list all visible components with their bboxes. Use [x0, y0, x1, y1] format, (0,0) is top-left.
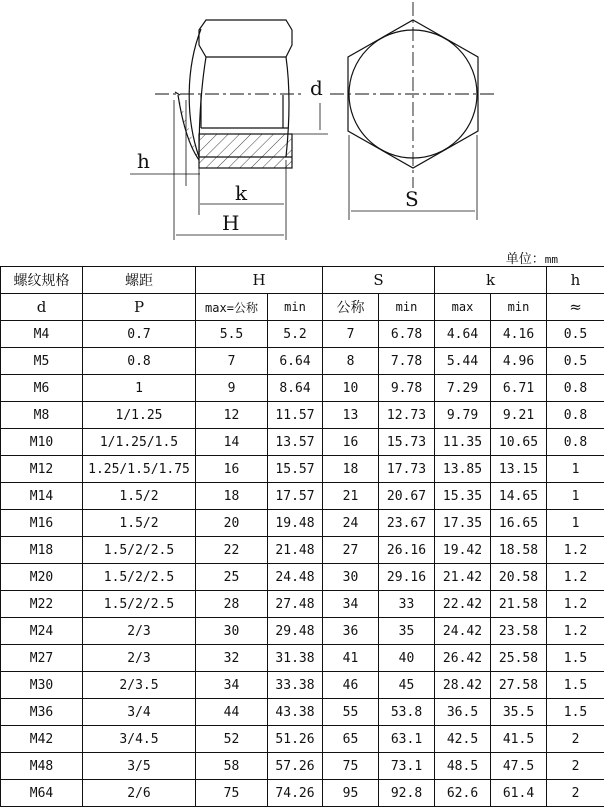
cell-pitch: 1 [83, 375, 196, 402]
table-row [1, 375, 604, 402]
cell-thread-size: M6 [1, 375, 83, 402]
cell-k-max: 4.64 [435, 321, 491, 348]
cell-thread-size: M30 [1, 672, 83, 699]
cell-S-nominal: 55 [323, 699, 379, 726]
cell-h-approx: 0.8 [547, 375, 604, 402]
cell-H-max: 14 [196, 429, 268, 456]
cell-thread-size: M22 [1, 591, 83, 618]
header-pitch: 螺距 [83, 267, 196, 294]
cell-S-nominal: 27 [323, 537, 379, 564]
cell-pitch: 0.8 [83, 348, 196, 375]
cell-k-max: 9.79 [435, 402, 491, 429]
cell-H-max: 25 [196, 564, 268, 591]
cell-k-min: 21.58 [491, 591, 547, 618]
cell-h-approx: 1.2 [547, 618, 604, 645]
unit-label: 单位： [505, 252, 545, 267]
cell-H-max: 16 [196, 456, 268, 483]
header-k-min: min [491, 294, 547, 321]
table-row [1, 429, 604, 456]
cell-thread-size: M64 [1, 780, 83, 807]
cell-k-min: 4.16 [491, 321, 547, 348]
label-k: k [235, 181, 248, 205]
cell-H-min: 21.48 [268, 537, 323, 564]
cell-k-max: 62.6 [435, 780, 491, 807]
cell-pitch: 2/6 [83, 780, 196, 807]
table-row [1, 321, 604, 348]
cell-pitch: 2/3 [83, 645, 196, 672]
cell-k-max: 28.42 [435, 672, 491, 699]
cell-h-approx: 0.8 [547, 429, 604, 456]
cell-k-max: 13.85 [435, 456, 491, 483]
cell-H-max: 12 [196, 402, 268, 429]
cell-S-nominal: 16 [323, 429, 379, 456]
cell-S-nominal: 7 [323, 321, 379, 348]
table-row [1, 591, 604, 618]
cell-S-nominal: 95 [323, 780, 379, 807]
label-h: h [137, 149, 150, 173]
cell-S-min: 9.78 [379, 375, 435, 402]
header-P: P [83, 294, 196, 321]
cell-H-max: 18 [196, 483, 268, 510]
header-S-nominal: 公称 [323, 294, 379, 321]
cell-pitch: 1.5/2 [83, 483, 196, 510]
cell-h-approx: 2 [547, 753, 604, 780]
cell-pitch: 2/3 [83, 618, 196, 645]
cell-S-nominal: 13 [323, 402, 379, 429]
table-row [1, 483, 604, 510]
cap-nut-technical-drawing [0, 0, 604, 250]
cell-S-min: 23.67 [379, 510, 435, 537]
cell-thread-size: M14 [1, 483, 83, 510]
cell-k-max: 24.42 [435, 618, 491, 645]
header-H-max: max=公称 [196, 294, 268, 321]
cell-H-max: 7 [196, 348, 268, 375]
cell-S-min: 40 [379, 645, 435, 672]
cell-k-min: 9.21 [491, 402, 547, 429]
cell-pitch: 1.5/2 [83, 510, 196, 537]
side-view [130, 20, 328, 240]
cell-S-min: 53.8 [379, 699, 435, 726]
cell-S-nominal: 24 [323, 510, 379, 537]
table-row [1, 672, 604, 699]
cell-k-min: 4.96 [491, 348, 547, 375]
cell-pitch: 1/1.25/1.5 [83, 429, 196, 456]
cell-thread-size: M8 [1, 402, 83, 429]
cell-S-min: 92.8 [379, 780, 435, 807]
cell-k-min: 61.4 [491, 780, 547, 807]
cell-H-min: 15.57 [268, 456, 323, 483]
cell-H-min: 6.64 [268, 348, 323, 375]
cell-k-max: 26.42 [435, 645, 491, 672]
cap-nut-dimension-table [0, 266, 604, 807]
cell-h-approx: 1.5 [547, 672, 604, 699]
table-row [1, 348, 604, 375]
cell-H-max: 22 [196, 537, 268, 564]
cell-thread-size: M24 [1, 618, 83, 645]
cell-H-max: 30 [196, 618, 268, 645]
table-row [1, 564, 604, 591]
cell-thread-size: M12 [1, 456, 83, 483]
cell-k-max: 22.42 [435, 591, 491, 618]
cell-H-min: 33.38 [268, 672, 323, 699]
cell-h-approx: 2 [547, 780, 604, 807]
cell-S-min: 63.1 [379, 726, 435, 753]
cell-thread-size: M42 [1, 726, 83, 753]
header-H-min: min [268, 294, 323, 321]
cell-h-approx: 1 [547, 456, 604, 483]
cell-H-max: 44 [196, 699, 268, 726]
header-k-max: max [435, 294, 491, 321]
label-S: S [405, 187, 419, 211]
cell-S-nominal: 65 [323, 726, 379, 753]
cell-k-max: 19.42 [435, 537, 491, 564]
cell-k-max: 42.5 [435, 726, 491, 753]
cell-h-approx: 0.5 [547, 348, 604, 375]
cell-k-min: 25.58 [491, 645, 547, 672]
cell-S-min: 73.1 [379, 753, 435, 780]
cell-H-max: 28 [196, 591, 268, 618]
cell-k-min: 18.58 [491, 537, 547, 564]
cell-pitch: 1.25/1.5/1.75 [83, 456, 196, 483]
cell-H-min: 13.57 [268, 429, 323, 456]
table-row [1, 726, 604, 753]
cell-k-min: 47.5 [491, 753, 547, 780]
cell-k-min: 16.65 [491, 510, 547, 537]
cell-H-max: 58 [196, 753, 268, 780]
cell-S-min: 7.78 [379, 348, 435, 375]
cell-H-max: 9 [196, 375, 268, 402]
label-H: H [222, 211, 240, 235]
cell-h-approx: 0.5 [547, 321, 604, 348]
header-S: S [323, 267, 435, 294]
cell-h-approx: 1.2 [547, 564, 604, 591]
table-row [1, 618, 604, 645]
cell-thread-size: M20 [1, 564, 83, 591]
cell-h-approx: 1.2 [547, 591, 604, 618]
cell-thread-size: M5 [1, 348, 83, 375]
cell-k-min: 41.5 [491, 726, 547, 753]
cell-h-approx: 1.5 [547, 645, 604, 672]
cell-pitch: 1.5/2/2.5 [83, 564, 196, 591]
cell-k-max: 11.35 [435, 429, 491, 456]
cell-thread-size: M48 [1, 753, 83, 780]
cell-H-max: 5.5 [196, 321, 268, 348]
cell-S-min: 15.73 [379, 429, 435, 456]
header-H: H [196, 267, 323, 294]
cell-k-min: 20.58 [491, 564, 547, 591]
cell-k-min: 27.58 [491, 672, 547, 699]
cell-k-max: 7.29 [435, 375, 491, 402]
cell-H-min: 11.57 [268, 402, 323, 429]
cell-H-min: 51.26 [268, 726, 323, 753]
cell-k-min: 6.71 [491, 375, 547, 402]
cell-h-approx: 1.2 [547, 537, 604, 564]
cell-H-min: 74.26 [268, 780, 323, 807]
cell-H-min: 57.26 [268, 753, 323, 780]
cell-S-nominal: 46 [323, 672, 379, 699]
cell-H-max: 75 [196, 780, 268, 807]
cell-S-min: 20.67 [379, 483, 435, 510]
unit-note [506, 248, 558, 267]
cell-S-min: 17.73 [379, 456, 435, 483]
header-S-min: min [379, 294, 435, 321]
table-row [1, 402, 604, 429]
cell-H-max: 52 [196, 726, 268, 753]
header-d: d [1, 294, 83, 321]
table-row [1, 510, 604, 537]
cell-H-min: 17.57 [268, 483, 323, 510]
cell-pitch: 1/1.25 [83, 402, 196, 429]
cell-pitch: 1.5/2/2.5 [83, 537, 196, 564]
cell-S-min: 33 [379, 591, 435, 618]
cell-k-max: 17.35 [435, 510, 491, 537]
cell-k-max: 15.35 [435, 483, 491, 510]
cell-pitch: 2/3.5 [83, 672, 196, 699]
cell-S-min: 26.16 [379, 537, 435, 564]
cell-pitch: 3/4 [83, 699, 196, 726]
cell-H-min: 5.2 [268, 321, 323, 348]
table-row [1, 699, 604, 726]
cell-pitch: 0.7 [83, 321, 196, 348]
cell-H-max: 20 [196, 510, 268, 537]
table-row [1, 780, 604, 807]
cell-k-min: 13.15 [491, 456, 547, 483]
cell-h-approx: 1 [547, 510, 604, 537]
cell-pitch: 3/4.5 [83, 726, 196, 753]
cell-h-approx: 0.8 [547, 402, 604, 429]
cell-S-nominal: 10 [323, 375, 379, 402]
cell-S-nominal: 21 [323, 483, 379, 510]
cell-S-nominal: 34 [323, 591, 379, 618]
cell-thread-size: M4 [1, 321, 83, 348]
cell-S-min: 12.73 [379, 402, 435, 429]
cell-H-max: 34 [196, 672, 268, 699]
cell-H-max: 32 [196, 645, 268, 672]
cell-thread-size: M18 [1, 537, 83, 564]
cell-thread-size: M16 [1, 510, 83, 537]
cell-S-nominal: 36 [323, 618, 379, 645]
cell-S-min: 35 [379, 618, 435, 645]
cell-k-max: 36.5 [435, 699, 491, 726]
cell-k-max: 48.5 [435, 753, 491, 780]
cell-S-nominal: 30 [323, 564, 379, 591]
cell-k-min: 23.58 [491, 618, 547, 645]
cell-H-min: 27.48 [268, 591, 323, 618]
cell-k-min: 10.65 [491, 429, 547, 456]
cell-S-min: 45 [379, 672, 435, 699]
table-row [1, 537, 604, 564]
header-k: k [435, 267, 547, 294]
cell-S-nominal: 75 [323, 753, 379, 780]
cell-thread-size: M10 [1, 429, 83, 456]
cell-k-max: 21.42 [435, 564, 491, 591]
cell-k-min: 35.5 [491, 699, 547, 726]
cell-thread-size: M36 [1, 699, 83, 726]
cell-pitch: 3/5 [83, 753, 196, 780]
cell-H-min: 19.48 [268, 510, 323, 537]
header-h: h [547, 267, 604, 294]
cell-h-approx: 2 [547, 726, 604, 753]
cell-h-approx: 1.5 [547, 699, 604, 726]
cell-pitch: 1.5/2/2.5 [83, 591, 196, 618]
cell-H-min: 43.38 [268, 699, 323, 726]
cell-H-min: 29.48 [268, 618, 323, 645]
cell-k-min: 14.65 [491, 483, 547, 510]
cell-S-nominal: 18 [323, 456, 379, 483]
unit-value: mm [544, 253, 558, 266]
header-thread-size: 螺纹规格 [1, 267, 83, 294]
cell-S-min: 29.16 [379, 564, 435, 591]
cell-H-min: 24.48 [268, 564, 323, 591]
header-h-approx: ≈ [547, 294, 604, 321]
cell-h-approx: 1 [547, 483, 604, 510]
label-d: d [310, 76, 323, 100]
cell-S-min: 6.78 [379, 321, 435, 348]
cell-S-nominal: 8 [323, 348, 379, 375]
table-row [1, 456, 604, 483]
table-row [1, 645, 604, 672]
cell-H-min: 31.38 [268, 645, 323, 672]
table-row [1, 753, 604, 780]
cell-k-max: 5.44 [435, 348, 491, 375]
cell-S-nominal: 41 [323, 645, 379, 672]
cell-thread-size: M27 [1, 645, 83, 672]
cell-H-min: 8.64 [268, 375, 323, 402]
